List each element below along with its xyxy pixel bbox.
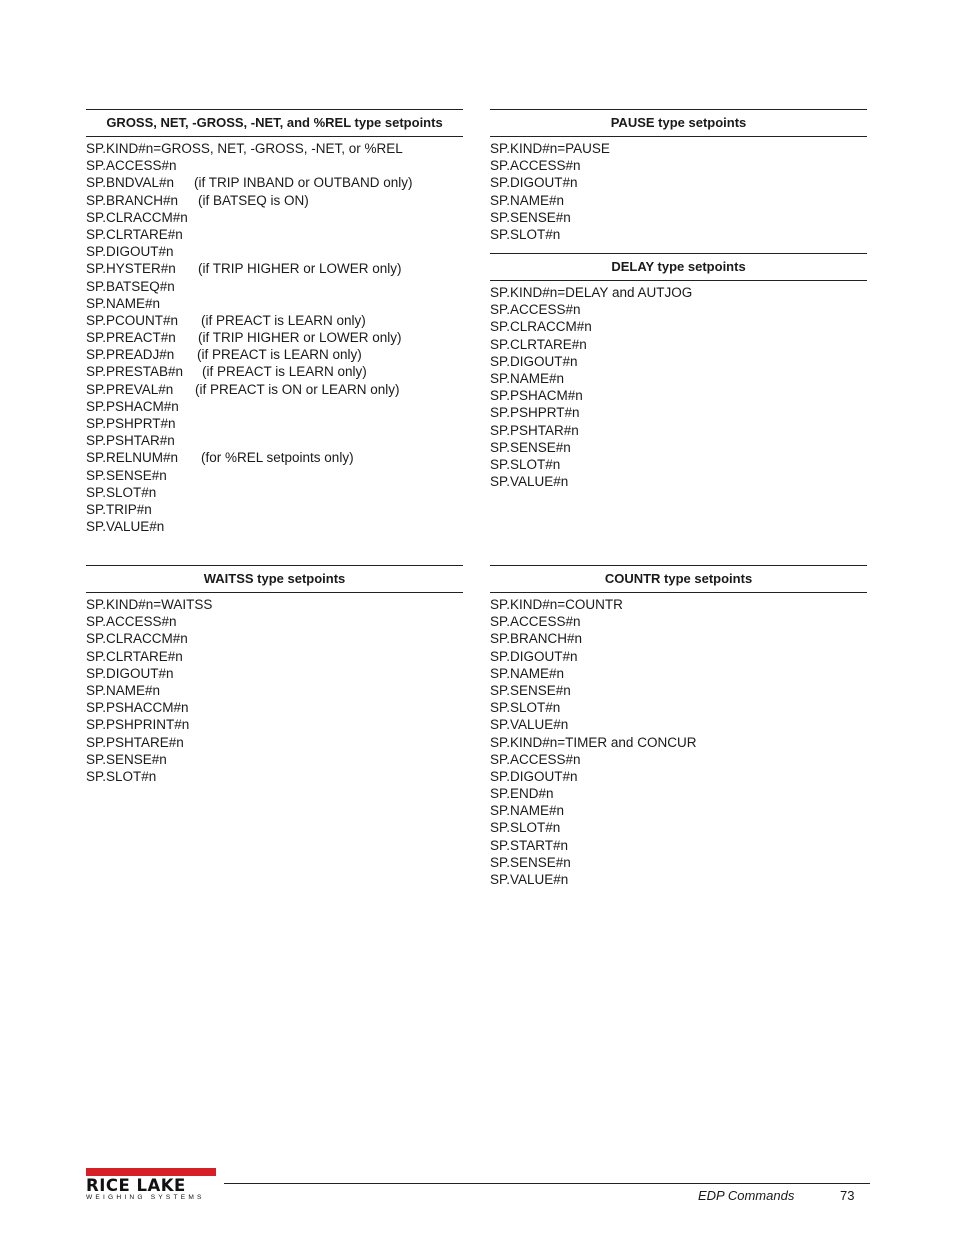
condition-note: (if PREACT is LEARN only) <box>197 347 362 363</box>
command-text: SP.CLRACCM#n <box>490 319 592 335</box>
table-body <box>490 137 867 243</box>
table-row <box>86 312 463 329</box>
table-row <box>490 370 867 387</box>
command-text: SP.KIND#n=DELAY and AUTJOG <box>490 285 693 300</box>
table-row <box>86 278 463 295</box>
table-row <box>490 140 867 157</box>
table-row <box>86 363 463 380</box>
command-text: SP.NAME#n <box>490 192 565 208</box>
table-row <box>490 226 867 243</box>
command-text: SP.SENSE#n <box>86 467 167 483</box>
command-text: SP.ACCESS#n <box>86 158 177 174</box>
table-body <box>86 137 463 535</box>
command-text: SP.VALUE#n <box>490 717 569 733</box>
table-row <box>86 665 463 682</box>
command-text: SP.ACCESS#n <box>490 302 581 318</box>
table-row <box>490 630 867 647</box>
table-row <box>86 501 463 518</box>
command-text: SP.PSHPRT#n <box>86 416 176 431</box>
logo-red-bar <box>86 1168 216 1176</box>
command-text: SP.BATSEQ#n <box>86 278 175 294</box>
condition-note: (if PREACT is ON or LEARN only) <box>195 381 400 397</box>
table-row <box>86 209 463 226</box>
table-header: WAITSS type setpoints <box>86 565 463 593</box>
command-text: SP.ACCESS#n <box>490 751 581 767</box>
table-row <box>86 140 463 157</box>
command-text: SP.KIND#n=TIMER and CONCUR <box>490 734 697 750</box>
command-text: SP.ACCESS#n <box>86 614 177 630</box>
table-row <box>86 484 463 501</box>
command-text: SP.PREADJ#n <box>86 347 175 363</box>
table-body <box>490 593 867 888</box>
condition-note: (if TRIP HIGHER or LOWER only) <box>198 330 402 346</box>
table-header: COUNTR type setpoints <box>490 565 867 593</box>
delay-setpoints-table <box>490 253 867 490</box>
table-row <box>490 768 867 785</box>
command-text: SP.NAME#n <box>490 665 565 681</box>
table-row <box>490 353 867 370</box>
table-row <box>86 768 463 785</box>
command-text: SP.HYSTER#n <box>86 261 176 277</box>
command-text: SP.PSHACM#n <box>490 388 583 404</box>
command-text: SP.NAME#n <box>86 295 161 311</box>
footer-rule <box>224 1183 870 1184</box>
command-text: SP.DIGOUT#n <box>86 244 174 260</box>
table-row <box>86 716 463 733</box>
condition-note: (for %REL setpoints only) <box>201 450 354 466</box>
command-text: SP.RELNUM#n <box>86 450 179 466</box>
command-text: SP.SLOT#n <box>490 820 561 836</box>
table-row <box>86 699 463 716</box>
table-row <box>490 648 867 665</box>
table-row <box>86 192 463 209</box>
table-header: PAUSE type setpoints <box>490 109 867 137</box>
table-row <box>490 665 867 682</box>
command-text: SP.CLRACCM#n <box>86 631 188 647</box>
command-text: SP.VALUE#n <box>490 474 569 490</box>
table-row <box>490 318 867 335</box>
command-text: SP.CLRTARE#n <box>86 648 183 664</box>
command-text: SP.KIND#n=PAUSE <box>490 141 610 156</box>
command-text: SP.SENSE#n <box>490 209 571 225</box>
table-row <box>86 630 463 647</box>
pause-setpoints-table <box>490 109 867 243</box>
table-row <box>86 751 463 768</box>
table-body <box>86 593 463 785</box>
table-row <box>86 682 463 699</box>
table-row <box>490 854 867 871</box>
gross-net-setpoints-table <box>86 109 463 535</box>
rice-lake-logo <box>86 1168 216 1202</box>
table-row <box>490 456 867 473</box>
table-row <box>490 209 867 226</box>
command-text: SP.SENSE#n <box>490 682 571 698</box>
table-row <box>490 301 867 318</box>
table-body <box>490 281 867 490</box>
command-text: SP.PSHACM#n <box>86 398 179 414</box>
logo-subtitle: WEIGHING SYSTEMS <box>86 1194 205 1201</box>
command-text: SP.CLRTARE#n <box>490 336 587 352</box>
command-text: SP.ACCESS#n <box>490 158 581 174</box>
table-row <box>86 518 463 535</box>
command-text: SP.PRESTAB#n <box>86 364 184 380</box>
table-row <box>86 432 463 449</box>
table-row <box>86 346 463 363</box>
table-row <box>86 381 463 398</box>
table-header: GROSS, NET, -GROSS, -NET, and %REL type setpoints <box>86 109 463 137</box>
command-text: SP.PSHTAR#n <box>86 433 175 449</box>
command-text: SP.PREVAL#n <box>86 381 174 397</box>
table-row <box>490 734 867 751</box>
countr-setpoints-table <box>490 565 867 888</box>
table-row <box>86 295 463 312</box>
command-text: SP.CLRTARE#n <box>86 226 183 242</box>
command-text: SP.DIGOUT#n <box>490 353 578 369</box>
command-text: SP.PSHTAR#n <box>490 422 579 438</box>
command-text: SP.PSHPRINT#n <box>86 717 190 733</box>
table-row <box>490 439 867 456</box>
table-row <box>490 699 867 716</box>
table-row <box>490 871 867 888</box>
condition-note: (if TRIP INBAND or OUTBAND only) <box>194 175 413 191</box>
command-text: SP.NAME#n <box>490 803 565 819</box>
command-text: SP.VALUE#n <box>490 872 569 887</box>
command-text: SP.BRANCH#n <box>86 192 179 208</box>
command-text: SP.SLOT#n <box>86 484 157 500</box>
command-text: SP.SLOT#n <box>490 456 561 472</box>
condition-note: (if PREACT is LEARN only) <box>201 312 366 328</box>
command-text: SP.SLOT#n <box>86 768 157 784</box>
command-text: SP.PCOUNT#n <box>86 312 179 328</box>
table-row <box>86 157 463 174</box>
command-text: SP.PSHTARE#n <box>86 734 184 750</box>
table-row <box>490 837 867 854</box>
table-row <box>490 682 867 699</box>
table-row <box>86 329 463 346</box>
command-text: SP.BRANCH#n <box>490 631 583 647</box>
command-text: SP.END#n <box>490 786 554 802</box>
command-text: SP.CLRACCM#n <box>86 209 188 225</box>
table-row <box>86 648 463 665</box>
command-text: SP.PREACT#n <box>86 330 176 346</box>
command-text: SP.NAME#n <box>490 370 565 386</box>
table-row <box>86 467 463 484</box>
table-row <box>490 387 867 404</box>
table-row <box>490 785 867 802</box>
table-row <box>86 174 463 191</box>
table-row <box>490 192 867 209</box>
command-text: SP.ACCESS#n <box>490 614 581 630</box>
condition-note: (if TRIP HIGHER or LOWER only) <box>198 261 402 277</box>
table-row <box>490 716 867 733</box>
command-text: SP.DIGOUT#n <box>86 665 174 681</box>
command-text: SP.KIND#n=WAITSS <box>86 597 213 612</box>
condition-note: (if PREACT is LEARN only) <box>202 364 367 380</box>
table-row <box>490 404 867 421</box>
command-text: SP.VALUE#n <box>86 519 165 535</box>
table-row <box>490 802 867 819</box>
footer-section-title: EDP Commands <box>698 1188 795 1203</box>
table-row <box>86 449 463 466</box>
command-text: SP.DIGOUT#n <box>490 648 578 664</box>
table-row <box>86 243 463 260</box>
waitss-setpoints-table <box>86 565 463 785</box>
table-row <box>86 734 463 751</box>
command-text: SP.SENSE#n <box>490 854 571 870</box>
command-text: SP.PSHACCM#n <box>86 700 189 716</box>
table-row <box>490 174 867 191</box>
table-row <box>86 398 463 415</box>
table-row <box>490 157 867 174</box>
table-row <box>490 473 867 490</box>
command-text: SP.SENSE#n <box>86 751 167 767</box>
command-text: SP.START#n <box>490 837 569 853</box>
logo-name: RICE LAKE <box>86 1176 186 1195</box>
command-text: SP.SLOT#n <box>490 700 561 716</box>
table-row <box>86 226 463 243</box>
table-row <box>86 260 463 277</box>
command-text: SP.DIGOUT#n <box>490 768 578 784</box>
table-row <box>490 613 867 630</box>
table-row <box>86 415 463 432</box>
table-row <box>490 819 867 836</box>
table-header: DELAY type setpoints <box>490 253 867 281</box>
command-text: SP.PSHPRT#n <box>490 405 580 421</box>
table-row <box>86 596 463 613</box>
command-text: SP.KIND#n=GROSS, NET, -GROSS, -NET, or %REL <box>86 141 403 156</box>
table-row <box>490 284 867 301</box>
condition-note: (if BATSEQ is ON) <box>198 192 309 208</box>
table-row <box>490 596 867 613</box>
command-text: SP.TRIP#n <box>86 501 152 517</box>
page-number: 73 <box>840 1188 855 1203</box>
command-text: SP.BNDVAL#n <box>86 175 175 191</box>
command-text: SP.NAME#n <box>86 682 161 698</box>
table-row <box>490 336 867 353</box>
command-text: SP.KIND#n=COUNTR <box>490 597 623 612</box>
table-row <box>490 751 867 768</box>
table-row <box>490 422 867 439</box>
command-text: SP.SENSE#n <box>490 439 571 455</box>
table-row <box>86 613 463 630</box>
command-text: SP.SLOT#n <box>490 226 561 242</box>
command-text: SP.DIGOUT#n <box>490 175 578 191</box>
